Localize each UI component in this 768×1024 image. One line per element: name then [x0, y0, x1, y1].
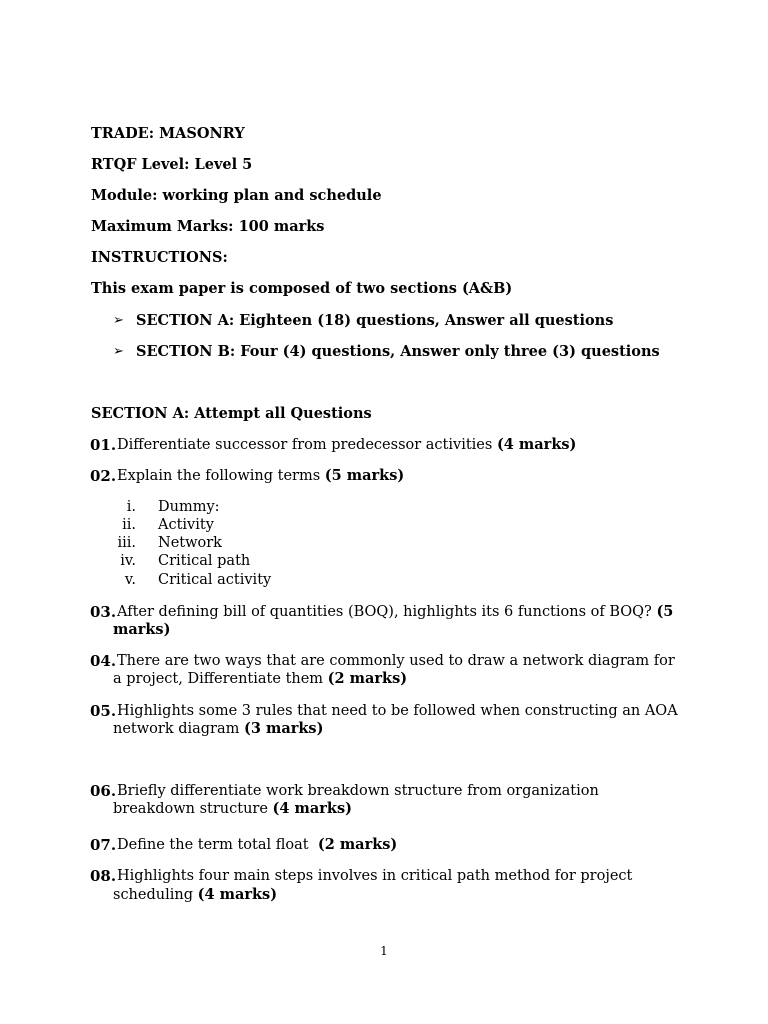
section-b-overview: SECTION B: Four (4) questions, Answer only three (3) questions — [136, 343, 660, 360]
question-marks: (5 — [656, 603, 674, 620]
question-4-text: There are two ways that are commonly used to draw a network diagram for — [117, 653, 675, 669]
roman-numeral: v. — [124, 572, 136, 588]
question-4-cont: a project, Differentiate them (2 marks) — [113, 670, 408, 687]
term-item: Network — [158, 535, 222, 551]
question-7-text: Define the term total float (2 marks) — [117, 836, 398, 853]
question-6-cont: breakdown structure (4 marks) — [113, 800, 352, 817]
composition-line: This exam paper is composed of two sections (A&B) — [91, 280, 513, 297]
question-3-text: After defining bill of quantities (BOQ), highlights its 6 functions of BOQ? (5 — [117, 603, 674, 620]
level-line: RTQF Level: Level 5 — [91, 156, 253, 173]
roman-numeral: iii. — [117, 535, 136, 551]
roman-numeral: i. — [126, 499, 136, 515]
question-marks: (3 marks) — [244, 720, 324, 737]
arrow-bullet-icon: ➢ — [113, 313, 124, 328]
question-1-text: Differentiate successor from predecessor activities (4 marks) — [117, 436, 577, 453]
question-number: 06. — [90, 782, 117, 800]
section-a-overview: SECTION A: Eighteen (18) questions, Answer all questions — [136, 312, 614, 329]
term-item: Dummy: — [158, 499, 220, 515]
module-line: Module: working plan and schedule — [91, 187, 382, 204]
roman-numeral: ii. — [122, 517, 136, 533]
question-5-cont: network diagram (3 marks) — [113, 720, 324, 737]
max-marks-line: Maximum Marks: 100 marks — [91, 218, 325, 235]
term-item: Activity — [158, 517, 214, 533]
question-marks: (2 marks) — [317, 836, 398, 853]
question-marks: (2 marks) — [327, 670, 408, 687]
section-a-title: SECTION A: Attempt all Questions — [91, 405, 372, 422]
question-6-text: Briefly differentiate work breakdown structure from organization — [117, 783, 599, 799]
question-number: 01. — [90, 436, 117, 454]
question-number: 04. — [90, 652, 117, 670]
arrow-bullet-icon: ➢ — [113, 344, 124, 359]
question-marks: marks) — [113, 621, 171, 638]
term-item: Critical path — [158, 553, 251, 569]
question-number: 05. — [90, 702, 117, 720]
question-8-cont: scheduling (4 marks) — [113, 886, 278, 903]
trade-line: TRADE: MASONRY — [91, 125, 245, 142]
roman-numeral: iv. — [120, 553, 136, 569]
question-2-text: Explain the following terms (5 marks) — [117, 467, 405, 484]
question-number: 07. — [90, 836, 117, 854]
question-8-text: Highlights four main steps involves in critical path method for project — [117, 868, 633, 884]
question-marks: (4 marks) — [197, 886, 278, 903]
question-number: 03. — [90, 603, 117, 621]
term-item: Critical activity — [158, 572, 272, 588]
question-marks: (4 marks) — [496, 436, 577, 453]
page-number: 1 — [380, 944, 388, 958]
instructions-heading: INSTRUCTIONS: — [91, 249, 228, 266]
question-number: 02. — [90, 467, 117, 485]
question-marks: (5 marks) — [324, 467, 405, 484]
question-number: 08. — [90, 867, 117, 885]
question-5-text: Highlights some 3 rules that need to be followed when constructing an AOA — [117, 703, 678, 719]
question-marks: (4 marks) — [272, 800, 352, 817]
